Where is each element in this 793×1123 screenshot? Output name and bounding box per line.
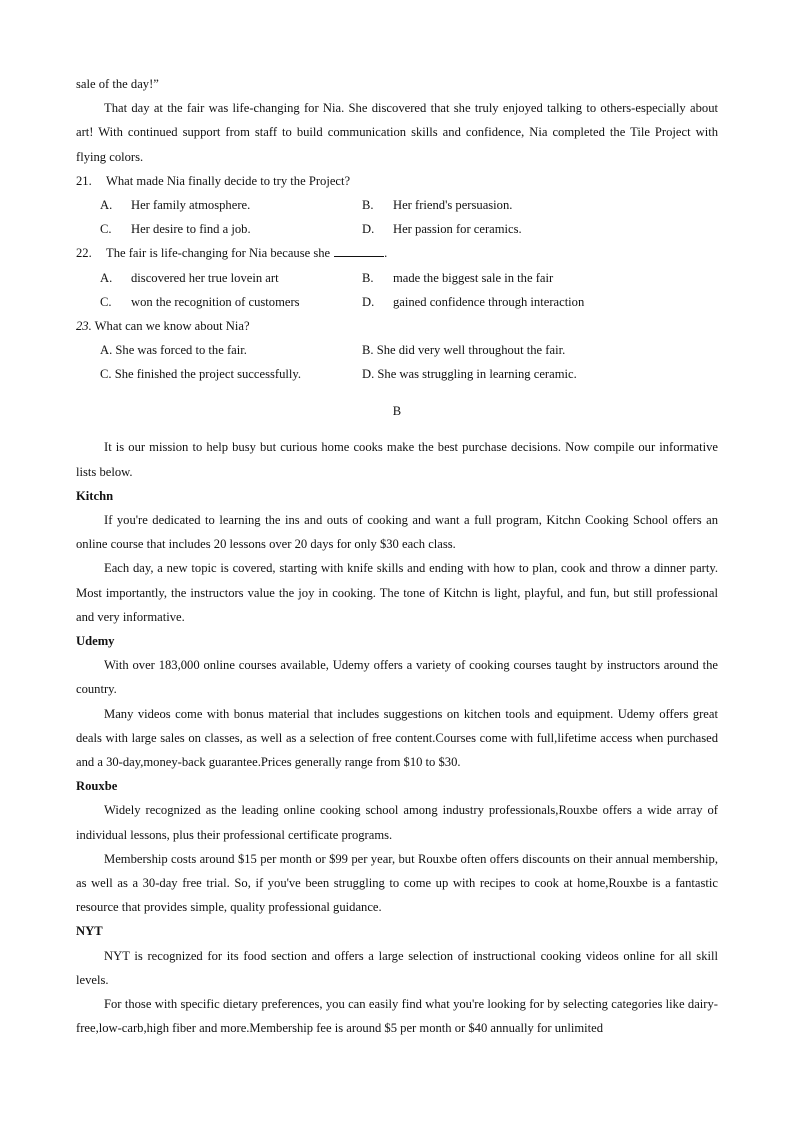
option-a[interactable]: A. She was forced to the fair. — [100, 343, 247, 358]
option-text: won the recognition of customers — [131, 294, 300, 309]
question-23 — [76, 314, 718, 338]
option-letter: A. — [100, 270, 113, 285]
section-heading-kitchn: Kitchn — [76, 488, 114, 503]
option-a[interactable] — [100, 193, 362, 217]
section-heading-nyt: NYT — [76, 924, 103, 939]
answer-blank[interactable] — [334, 243, 384, 257]
option-c[interactable] — [100, 217, 362, 241]
option-text: gained confidence through interaction — [393, 294, 585, 309]
option-d[interactable] — [362, 217, 624, 241]
option-letter: C. — [100, 222, 112, 237]
question-22-options — [76, 266, 718, 314]
option-text: Her friend's persuasion. — [393, 198, 513, 213]
option-text: Her desire to find a job. — [131, 222, 251, 237]
question-number: 22. — [76, 246, 92, 261]
passage-a-continuation: sale of the day!” — [76, 77, 159, 91]
section-heading-udemy: Udemy — [76, 633, 115, 648]
section-paragraph: Many videos come with bonus material that includes suggestions on kitchen tools and equipment. Udemy offers great deals with large sales on classes, as well as a selection of free content.Courses come with full,lifetime access when purchased and a 30-day,money-back guarantee.Prices generally range from $10 to $30. — [76, 706, 718, 769]
question-text: What made Nia finally decide to try the Project? — [106, 173, 351, 188]
question-23-options — [76, 338, 718, 386]
option-b[interactable] — [362, 193, 624, 217]
question-text: What can we know about Nia? — [94, 318, 250, 333]
option-c[interactable] — [100, 290, 362, 314]
passage-a-paragraph: That day at the fair was life-changing for Nia. She discovered that she truly enjoyed talking to others-especially about art! With continued support from staff to build communication skills and confidence, Nia completed the Tile Project with flying colors. — [76, 101, 718, 164]
option-letter: A. — [100, 198, 113, 213]
option-b[interactable]: B. She did very well throughout the fair. — [362, 343, 566, 358]
section-paragraph: If you're dedicated to learning the ins and outs of cooking and want a full program, Kitchn Cooking School offers an online course that includes 20 lessons over 20 days for only $30 each class. — [76, 512, 718, 552]
option-text: Her passion for ceramics. — [393, 222, 522, 237]
passage-b-intro: It is our mission to help busy but curious home cooks make the best purchase decisions. Now compile our informative lists below. — [76, 440, 718, 479]
question-22: 22. The fair is life-changing for Nia because she . — [76, 241, 718, 265]
section-paragraph: For those with specific dietary preferences, you can easily find what you're looking for by selecting categories like dairy-free,low-carb,high fiber and more.Membership fee is around $5 per month or $40 annually for unlimited — [76, 997, 718, 1036]
option-d[interactable] — [362, 290, 624, 314]
question-21 — [76, 169, 718, 193]
section-paragraph: With over 183,000 online courses available, Udemy offers a variety of cooking courses taught by instructors around the country. — [76, 658, 718, 697]
option-d[interactable]: D. She was struggling in learning ceramic. — [362, 367, 577, 382]
section-paragraph: Each day, a new topic is covered, starting with knife skills and ending with how to plan, cook and throw a dinner party. Most importantly, the instructors value the joy in cooking. The tone of Kitchn is light, playful, and fun, but still professional and very informative. — [76, 561, 718, 624]
question-21-options — [76, 193, 718, 241]
option-a[interactable] — [100, 266, 362, 290]
option-letter: B. — [362, 198, 374, 213]
question-text: The fair is life-changing for Nia because she — [106, 246, 331, 261]
option-letter: B. — [362, 270, 374, 285]
section-heading-rouxbe: Rouxbe — [76, 779, 118, 794]
question-number: 23. — [76, 318, 92, 333]
option-c[interactable]: C. She finished the project successfully. — [100, 367, 301, 382]
page-content — [76, 72, 718, 1040]
option-letter: D. — [362, 222, 375, 237]
option-b[interactable] — [362, 266, 624, 290]
passage-b-label: B — [392, 403, 402, 418]
section-paragraph: NYT is recognized for its food section and offers a large selection of instructional cooking videos online for all skill levels. — [76, 948, 718, 987]
option-letter: C. — [100, 294, 112, 309]
section-paragraph: Widely recognized as the leading online cooking school among industry professionals,Rouxbe offers a wide array of individual lessons, plus their professional certificate programs. — [76, 803, 718, 842]
question-number: 21. — [76, 173, 92, 188]
option-text: Her family atmosphere. — [131, 198, 251, 213]
option-text: made the biggest sale in the fair — [393, 270, 554, 285]
option-letter: D. — [362, 294, 375, 309]
section-paragraph: Membership costs around $15 per month or $99 per year, but Rouxbe often offers discounts on their annual membership, as well as a 30-day free trial. So, if you've been struggling to come up with recipes to cook at home,Rouxbe is a fantastic resource that provides simple, quality professional guidance. — [76, 851, 718, 915]
option-text: discovered her true lovein art — [131, 270, 279, 285]
